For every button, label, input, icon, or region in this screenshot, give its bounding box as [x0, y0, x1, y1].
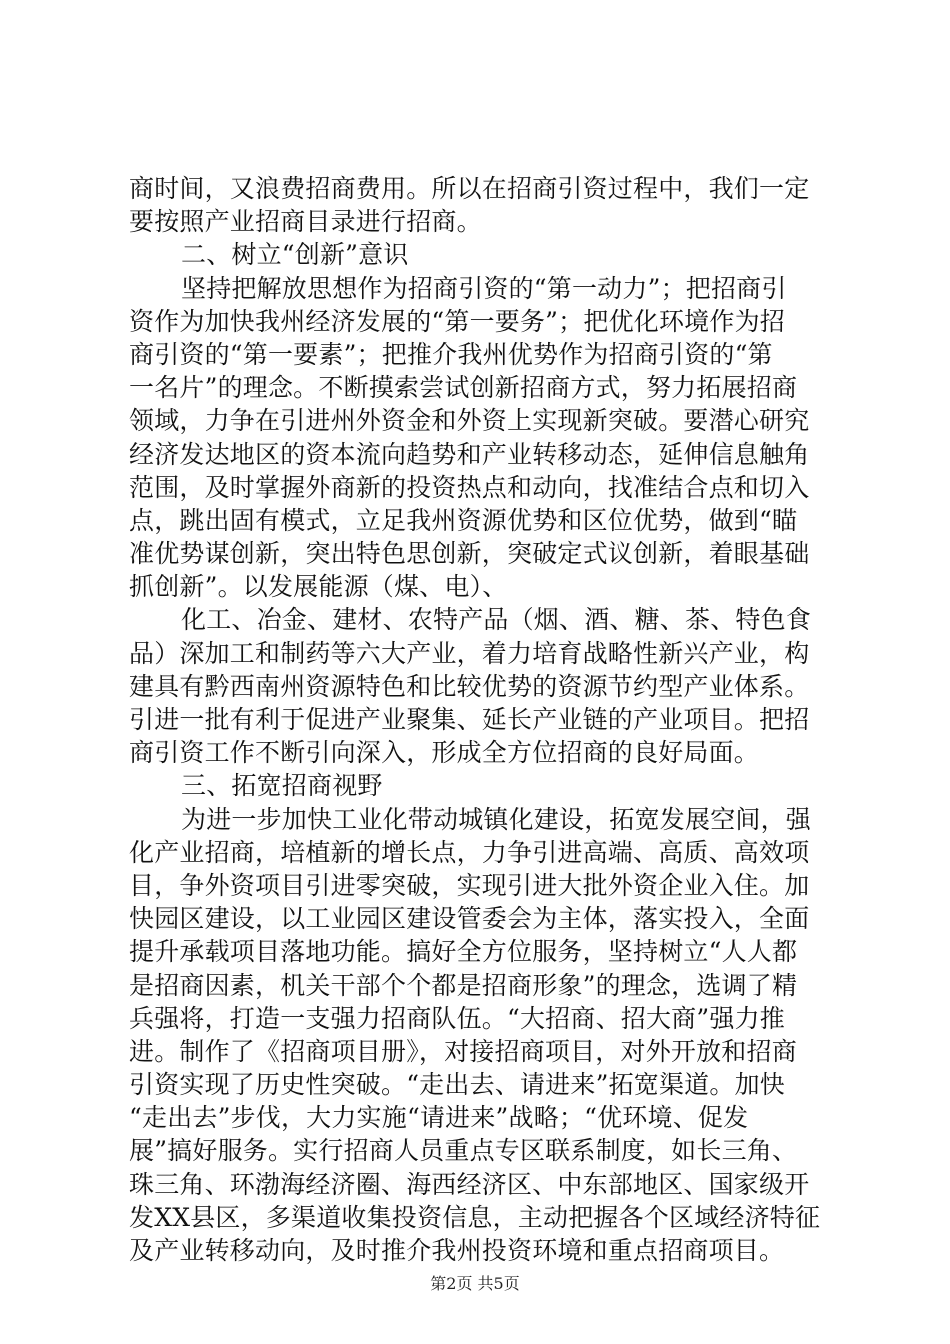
text-line: 二、树立“创新”意识 [181, 240, 409, 270]
text-line: 领域，力争在引进州外资金和外资上实现新突破。要潜心研究 [129, 406, 810, 436]
text-line: 范围，及时掌握外商新的投资热点和动向，找准结合点和切入 [129, 472, 810, 502]
text-line: 目，争外资项目引进零突破，实现引进大批外资企业入住。加 [129, 870, 810, 900]
text-line: 三、拓宽招商视野 [181, 771, 383, 801]
text-line: 化工、冶金、建材、农特产品（烟、酒、糖、茶、特色食 [181, 605, 812, 635]
text-line: 点，跳出固有模式，立足我州资源优势和区位优势，做到“瞄 [129, 505, 798, 535]
text-line: 快园区建设，以工业园区建设管委会为主体，落实投入，全面 [129, 904, 810, 934]
text-line: 准优势谋创新，突出特色思创新，突破定式议创新，着眼基础 [129, 539, 810, 569]
text-line: 要按照产业招商目录进行招商。 [129, 207, 482, 237]
text-line: 资作为加快我州经济发展的“第一要务”；把优化环境作为招 [129, 306, 785, 336]
document-body [129, 172, 829, 1267]
text-line: 商引资工作不断引向深入，形成全方位招商的良好局面。 [129, 738, 760, 768]
text-line: 商时间，又浪费招商费用。所以在招商引资过程中，我们一定 [129, 174, 810, 203]
text-line: 坚持把解放思想作为招商引资的“第一动力”；把招商引 [181, 273, 787, 303]
text-line: 提升承载项目落地功能。搞好全方位服务，坚持树立“人人都 [129, 937, 798, 967]
text-line: 一名片”的理念。不断摸索尝试创新招商方式，努力拓展招商 [129, 373, 798, 403]
text-line: 抓创新”。以发展能源（煤、电）、 [129, 572, 508, 602]
text-line: 引进一批有利于促进产业聚集、延长产业链的产业项目。把招 [129, 705, 810, 734]
text-line: 是招商因素，机关干部个个都是招商形象”的理念，选调了精 [129, 970, 798, 1000]
text-line: 为进一步加快工业化带动城镇化建设，拓宽发展空间，强 [181, 804, 812, 834]
text-line: 商引资的“第一要素”；把推介我州优势作为招商引资的“第 [129, 339, 773, 369]
text-line: 品）深加工和制药等六大产业，着力培育战略性新兴产业，构 [129, 638, 810, 668]
text-line: 发XX县区，多渠道收集投资信息，主动把握各个区域经济特征 [129, 1202, 821, 1232]
text-line: 进。制作了《招商项目册》，对接招商项目，对外开放和招商 [129, 1036, 797, 1066]
text-line: 展”搞好服务。实行招商人员重点专区联系制度，如长三角、 [129, 1136, 798, 1166]
page-footer: 第2页 共5页 [430, 1274, 520, 1293]
text-line: 经济发达地区的资本流向趋势和产业转移动态，延伸信息触角 [129, 439, 810, 469]
text-line: 及产业转移动向，及时推介我州投资环境和重点招商项目。 [129, 1236, 785, 1265]
text-line: 建具有黔西南州资源特色和比较优势的资源节约型产业体系。 [129, 671, 810, 701]
text-line: “走出去”步伐，大力实施“请进来”战略；“优环境、促发 [129, 1103, 749, 1133]
text-line: 珠三角、环渤海经济圈、海西经济区、中东部地区、国家级开 [129, 1169, 810, 1199]
text-line: 兵强将，打造一支强力招商队伍。“大招商、招大商”强力推 [129, 1003, 785, 1033]
text-line: 引资实现了历史性突破。“走出去、请进来”拓宽渠道。加快 [129, 1070, 785, 1100]
text-line: 化产业招商，培植新的增长点，力争引进高端、高质、高效项 [129, 837, 810, 867]
